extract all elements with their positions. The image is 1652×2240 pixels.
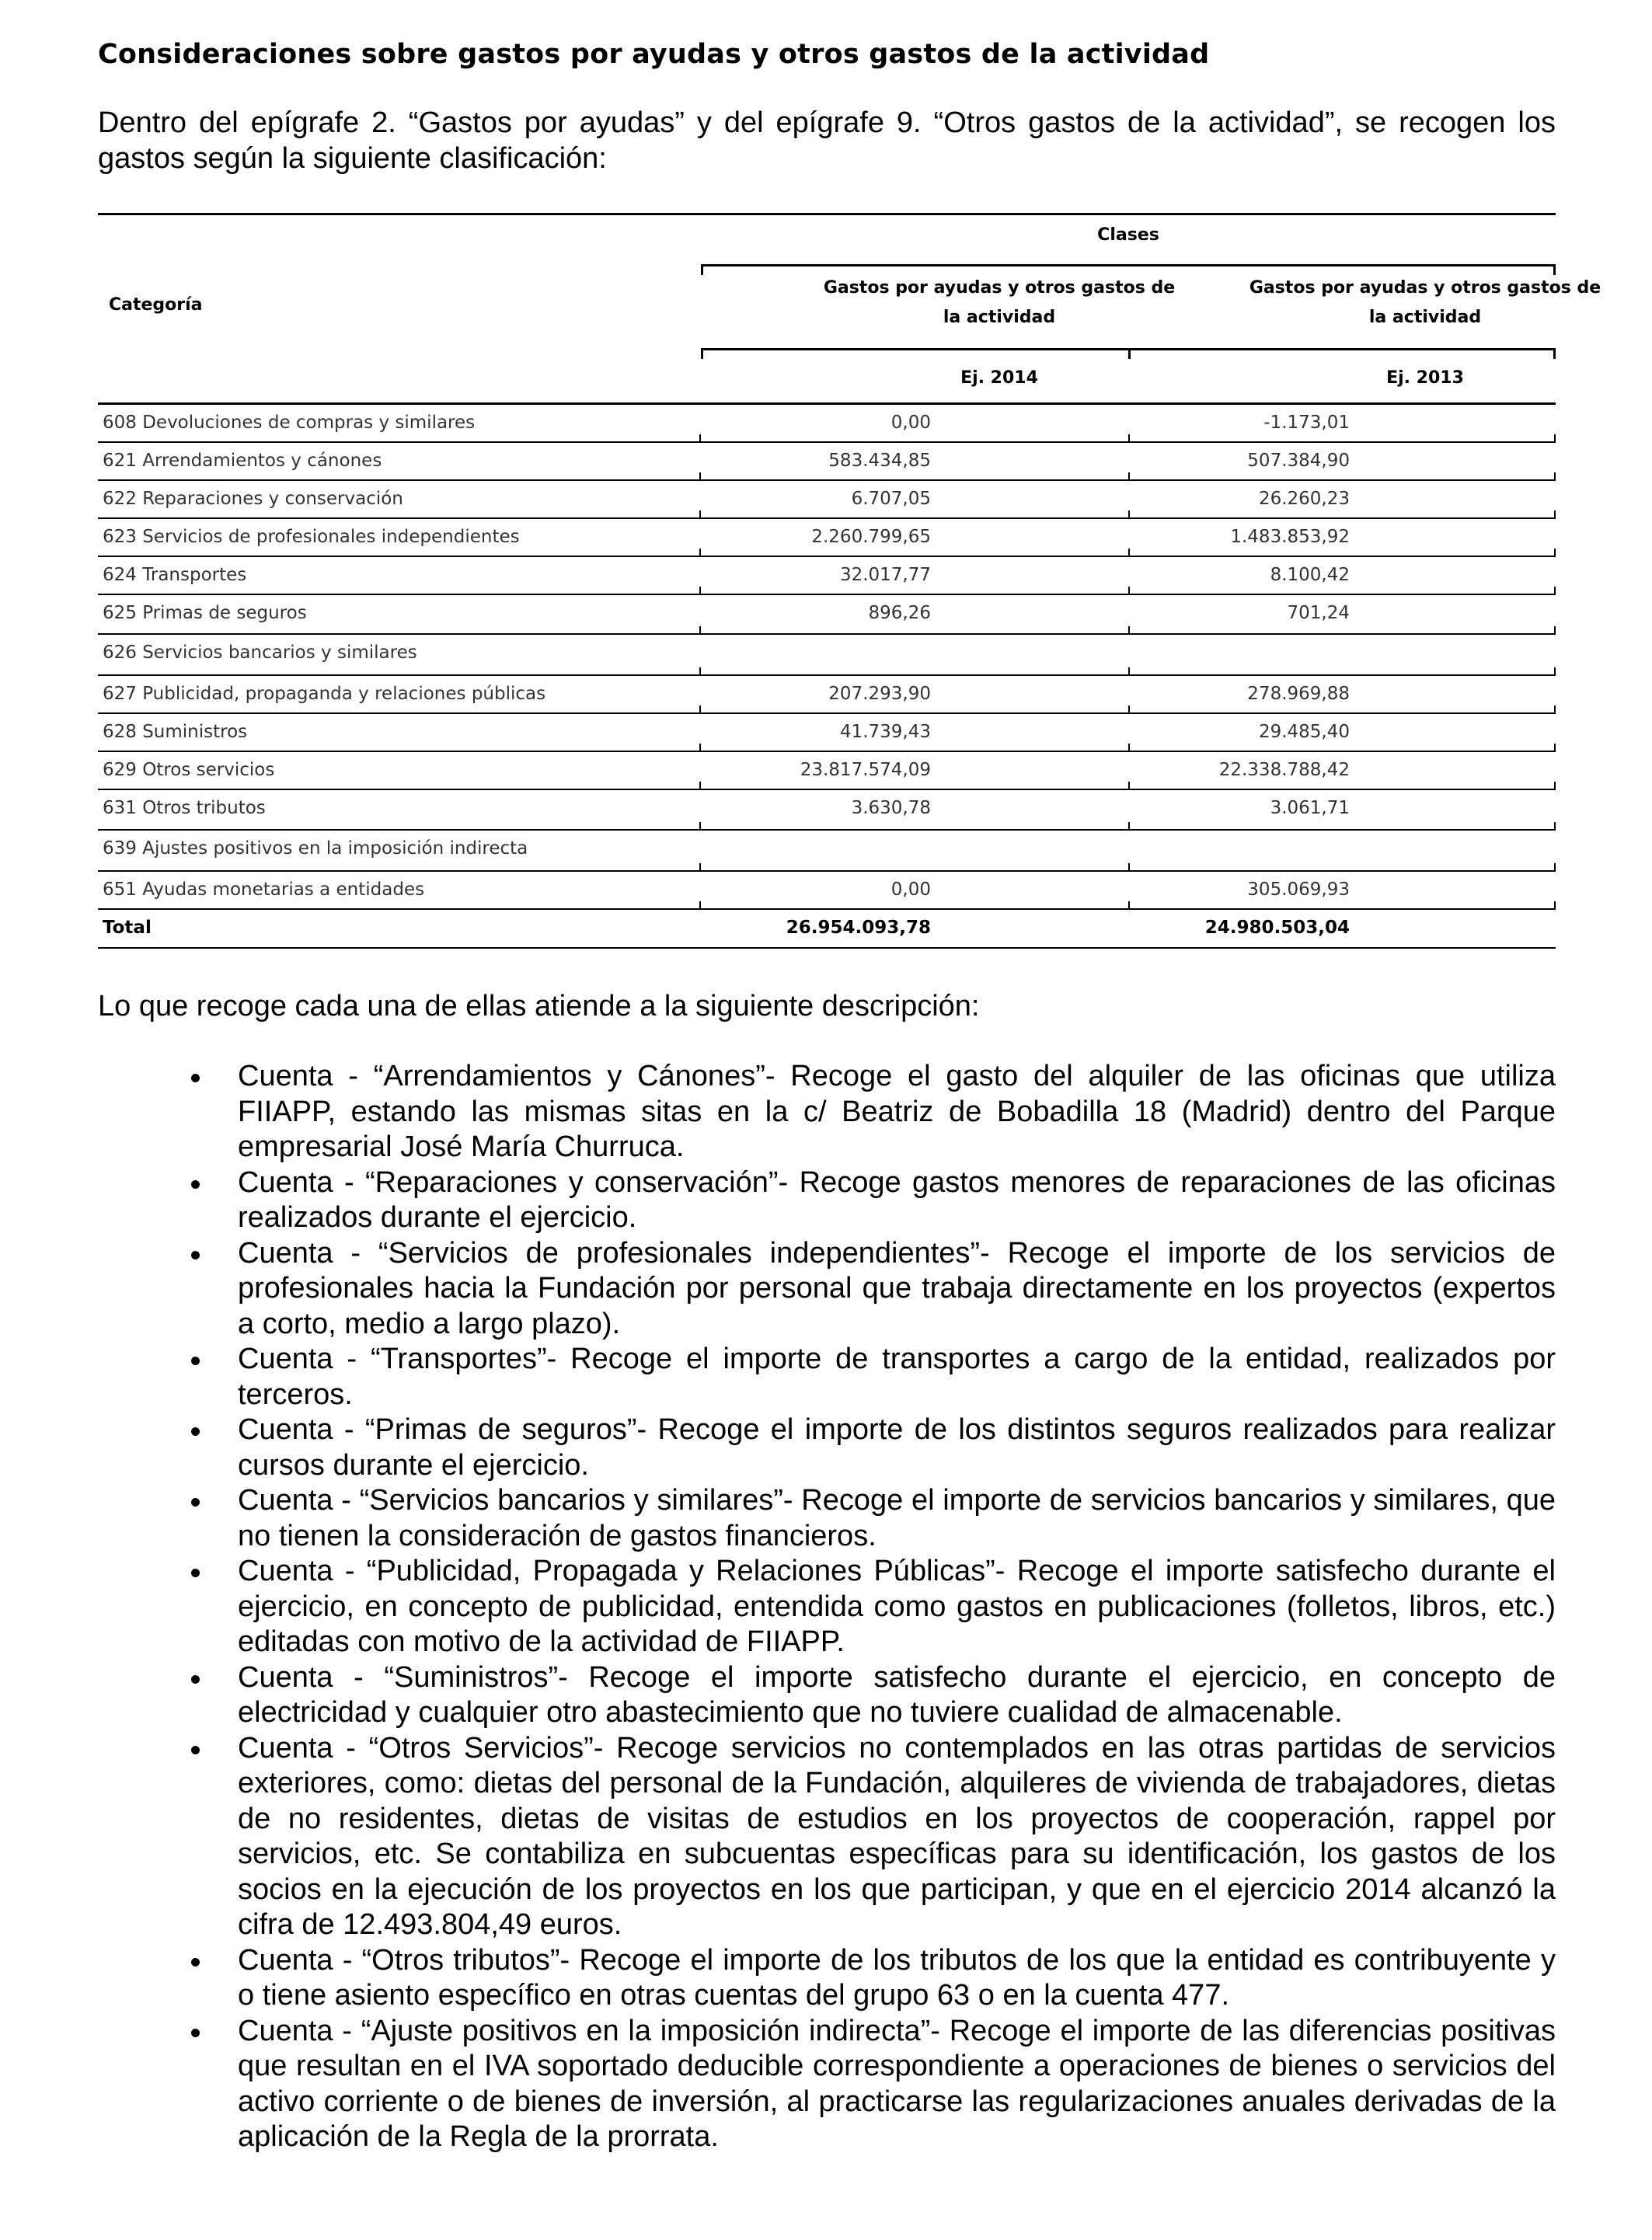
row-rule-tick [1128,863,1130,872]
row-category: 621 Arrendamientos y cánones [103,451,382,471]
bullet-icon [191,1427,200,1436]
total-value-2014: 26.954.093,78 [786,918,931,938]
clases-rule [701,264,1556,267]
table-row [98,635,1556,676]
row-value-2013: 701,24 [1287,603,1350,623]
list-item [98,1236,1556,1343]
list-item-text: Cuenta - “Ajuste positivos en la imposición indirecta”- Recoge el importe de las diferencias positivas que resultan en el IVA soportado deducible correspondiente a operaciones de bienes o servicios del activo corriente o de bienes de inversión, al practicarse las regularizaciones anuales derivadas de la aplicación de la Regla de la prorrata. [238,2014,1556,2153]
row-category: 624 Transportes [103,565,247,585]
list-item [98,1943,1556,2014]
expenses-table [98,213,1601,955]
row-value-2013: 29.485,40 [1258,722,1350,742]
row-value-2013: 22.338.788,42 [1218,760,1350,780]
col1-header: Gastos por ayudas y otros gastos de la actividad [823,278,1176,327]
row-value-2013: 26.260,23 [1258,489,1350,509]
table-row [98,676,1556,714]
list-item-text: Cuenta - “Otros Servicios”- Recoge servicios no contemplados en las otras partidas de servicios exteriores, como: dietas del personal de la Fundación, alquileres de vivienda de trabajadores, dietas de no residentes, dietas de visitas de estudios en los proyectos de cooperación, rappel por servicios, etc. Se contabiliza en subcuentas específicas para su identificación, los gastos de los socios en la ejecución de los proyectos en los que participan, y que en el ejercicio 2014 alcanzó la cifra de 12.493.804,49 euros. [238,1731,1556,1941]
row-value-2013: -1.173,01 [1263,413,1350,433]
row-value-2014: 2.260.799,65 [811,527,931,547]
clases-header: Clases [1097,225,1159,245]
row-category: 651 Ayudas monetarias a entidades [103,880,425,900]
row-rule-tick [1554,549,1556,557]
row-value-2014: 23.817.574,09 [800,760,931,780]
list-item [98,1413,1556,1483]
list-item [98,2014,1556,2155]
row-rule-tick [1554,744,1556,752]
categoria-header: Categoría [109,295,203,315]
list-item-text: Cuenta - “Servicios bancarios y similares”- Recoge el importe de servicios bancarios y similares, que no tienen la consideración de gastos financieros. [238,1484,1556,1552]
row-value-2014: 3.630,78 [851,798,931,818]
row-category: 628 Suministros [103,722,248,742]
bullet-icon [191,1746,200,1754]
col-header-rule-tick [1128,348,1131,359]
section-heading: Consideraciones sobre gastos por ayudas y otros gastos de la actividad [98,39,1210,70]
row-category: 625 Primas de seguros [103,603,307,623]
row-rule-tick [699,472,701,481]
row-category: 631 Otros tributos [103,798,266,818]
row-value-2014: 207.293,90 [828,684,931,704]
list-item [98,1731,1556,1943]
description-list [98,1059,1556,2155]
bullet-icon [191,1498,200,1507]
row-value-2013: 507.384,90 [1247,451,1350,471]
row-rule-tick [1554,587,1556,595]
row-rule-tick [1128,901,1130,910]
row-value-2013: 1.483.853,92 [1230,527,1350,547]
row-category: 627 Publicidad, propaganda y relaciones públicas [103,684,546,704]
table-row [98,595,1556,635]
table-row [98,481,1556,519]
row-rule-tick [699,510,701,519]
table-total-row [98,910,1556,949]
list-item [98,1554,1556,1660]
bullet-icon [191,1357,200,1365]
list-item-text: Cuenta - “Otros tributos”- Recoge el importe de los tributos de los que la entidad es contribuyente y o tiene asiento específico en otras cuentas del grupo 63 o en la cuenta 477. [238,1943,1556,2012]
row-rule-tick [699,822,701,831]
clases-rule-tick [701,264,703,275]
row-value-2014: 0,00 [890,413,931,433]
row-value-2013: 8.100,42 [1270,565,1350,585]
table-row [98,443,1556,481]
bullet-icon [191,2029,200,2037]
row-rule-tick [1128,744,1130,752]
table-row [98,405,1556,443]
list-item [98,1059,1556,1165]
list-item-text: Cuenta - “Publicidad, Propagada y Relaciones Públicas”- Recoge el importe satisfecho durante el ejercicio, en concepto de publicidad, entendida como gastos en publicaciones (folletos, libros, etc.) editadas con motivo de la actividad de FIIAPP. [238,1555,1556,1658]
row-value-2013: 278.969,88 [1247,684,1350,704]
row-rule-tick [1554,863,1556,872]
list-item [98,1165,1556,1236]
list-item-text: Cuenta - “Reparaciones y conservación”- Recoge gastos menores de reparaciones de las oficinas realizados durante el ejercicio. [238,1165,1556,1234]
col2-year: Ej. 2013 [1386,368,1464,388]
row-rule-tick [1554,822,1556,831]
row-rule-tick [699,667,701,676]
row-rule-tick [699,863,701,872]
bullet-icon [191,1569,200,1577]
list-item-text: Cuenta - “Transportes”- Recoge el importe de transportes a cargo de la entidad, realizados por terceros. [238,1343,1556,1411]
row-rule-tick [1128,626,1130,635]
row-rule-tick [1128,822,1130,831]
table-row [98,872,1556,910]
table-row [98,557,1556,595]
col-header-rule-tick [701,348,703,359]
row-category: 629 Otros servicios [103,760,275,780]
row-value-2013: 3.061,71 [1270,798,1350,818]
description-intro: Lo que recoge cada una de ellas atiende a la siguiente descripción: [98,990,980,1022]
row-rule-tick [1128,434,1130,443]
row-rule-tick [1554,472,1556,481]
intro-paragraph: Dentro del epígrafe 2. “Gastos por ayudas” y del epígrafe 9. “Otros gastos de la actividad”, se recogen los gastos según la siguiente clasificación: [98,106,1556,175]
col1-year: Ej. 2014 [960,368,1038,388]
table-row [98,714,1556,752]
row-rule-tick [1554,782,1556,790]
total-label: Total [103,918,152,938]
list-item-text: Cuenta - “Servicios de profesionales independientes”- Recoge el importe de los servicios de profesionales hacia la Fundación por personal que trabaja directamente en los proyectos (expertos a corto, medio a largo plazo). [238,1236,1556,1340]
row-rule-tick [699,549,701,557]
list-item [98,1483,1556,1554]
bullet-icon [191,1958,200,1967]
row-rule-tick [1128,549,1130,557]
row-rule-tick [699,626,701,635]
bullet-icon [191,1074,200,1082]
row-rule-tick [1128,510,1130,519]
row-value-2014: 0,00 [890,880,931,900]
row-rule-tick [699,901,701,910]
row-rule-tick [1128,782,1130,790]
row-rule-tick [1128,667,1130,676]
row-rule-tick [699,705,701,714]
row-category: 622 Reparaciones y conservación [103,489,403,509]
row-category: 639 Ajustes positivos en la imposición indirecta [103,838,528,859]
table-row [98,519,1556,557]
table-row [98,790,1556,831]
table-row [98,752,1556,790]
row-rule-tick [699,744,701,752]
row-rule-tick [1128,705,1130,714]
total-value-2013: 24.980.503,04 [1204,918,1350,938]
row-value-2014: 41.739,43 [839,722,931,742]
bullet-icon [191,1180,200,1189]
row-rule-tick [1554,705,1556,714]
row-rule-tick [1554,626,1556,635]
row-category: 626 Servicios bancarios y similares [103,643,417,663]
table-top-rule [98,213,1556,215]
bullet-icon [191,1251,200,1259]
row-rule-tick [699,782,701,790]
bullet-icon [191,1675,200,1684]
list-item [98,1660,1556,1731]
row-value-2014: 6.707,05 [851,489,931,509]
list-item-text: Cuenta - “Suministros”- Recoge el importe satisfecho durante el ejercicio, en concepto de electricidad y cualquier otro abastecimiento que no tuviere cualidad de almacenable. [238,1660,1556,1729]
col-header-rule-tick [1553,348,1556,359]
row-rule-tick [1128,587,1130,595]
row-value-2013: 305.069,93 [1247,880,1350,900]
row-value-2014: 583.434,85 [828,451,931,471]
row-value-2014: 896,26 [868,603,931,623]
row-category: 608 Devoluciones de compras y similares [103,413,476,433]
row-rule-tick [1554,510,1556,519]
row-value-2014: 32.017,77 [839,565,931,585]
row-rule-tick [1554,434,1556,443]
list-item-text: Cuenta - “Primas de seguros”- Recoge el importe de los distintos seguros realizados para realizar cursos durante el ejercicio. [238,1413,1556,1482]
row-rule-tick [1128,472,1130,481]
table-row [98,831,1556,872]
list-item [98,1342,1556,1413]
col2-header: Gastos por ayudas y otros gastos de la actividad [1249,278,1601,327]
row-rule-tick [1554,667,1556,676]
list-item-text: Cuenta - “Arrendamientos y Cánones”- Recoge el gasto del alquiler de las oficinas que utiliza FIIAPP, estando las mismas sitas en la c/ Beatriz de Bobadilla 18 (Madrid) dentro del Parque empresarial José María Churruca. [238,1060,1556,1163]
row-rule-tick [699,587,701,595]
table-bottom-rule [98,947,1556,949]
row-rule-tick [1554,901,1556,910]
row-rule-tick [699,434,701,443]
row-category: 623 Servicios de profesionales independientes [103,527,520,547]
